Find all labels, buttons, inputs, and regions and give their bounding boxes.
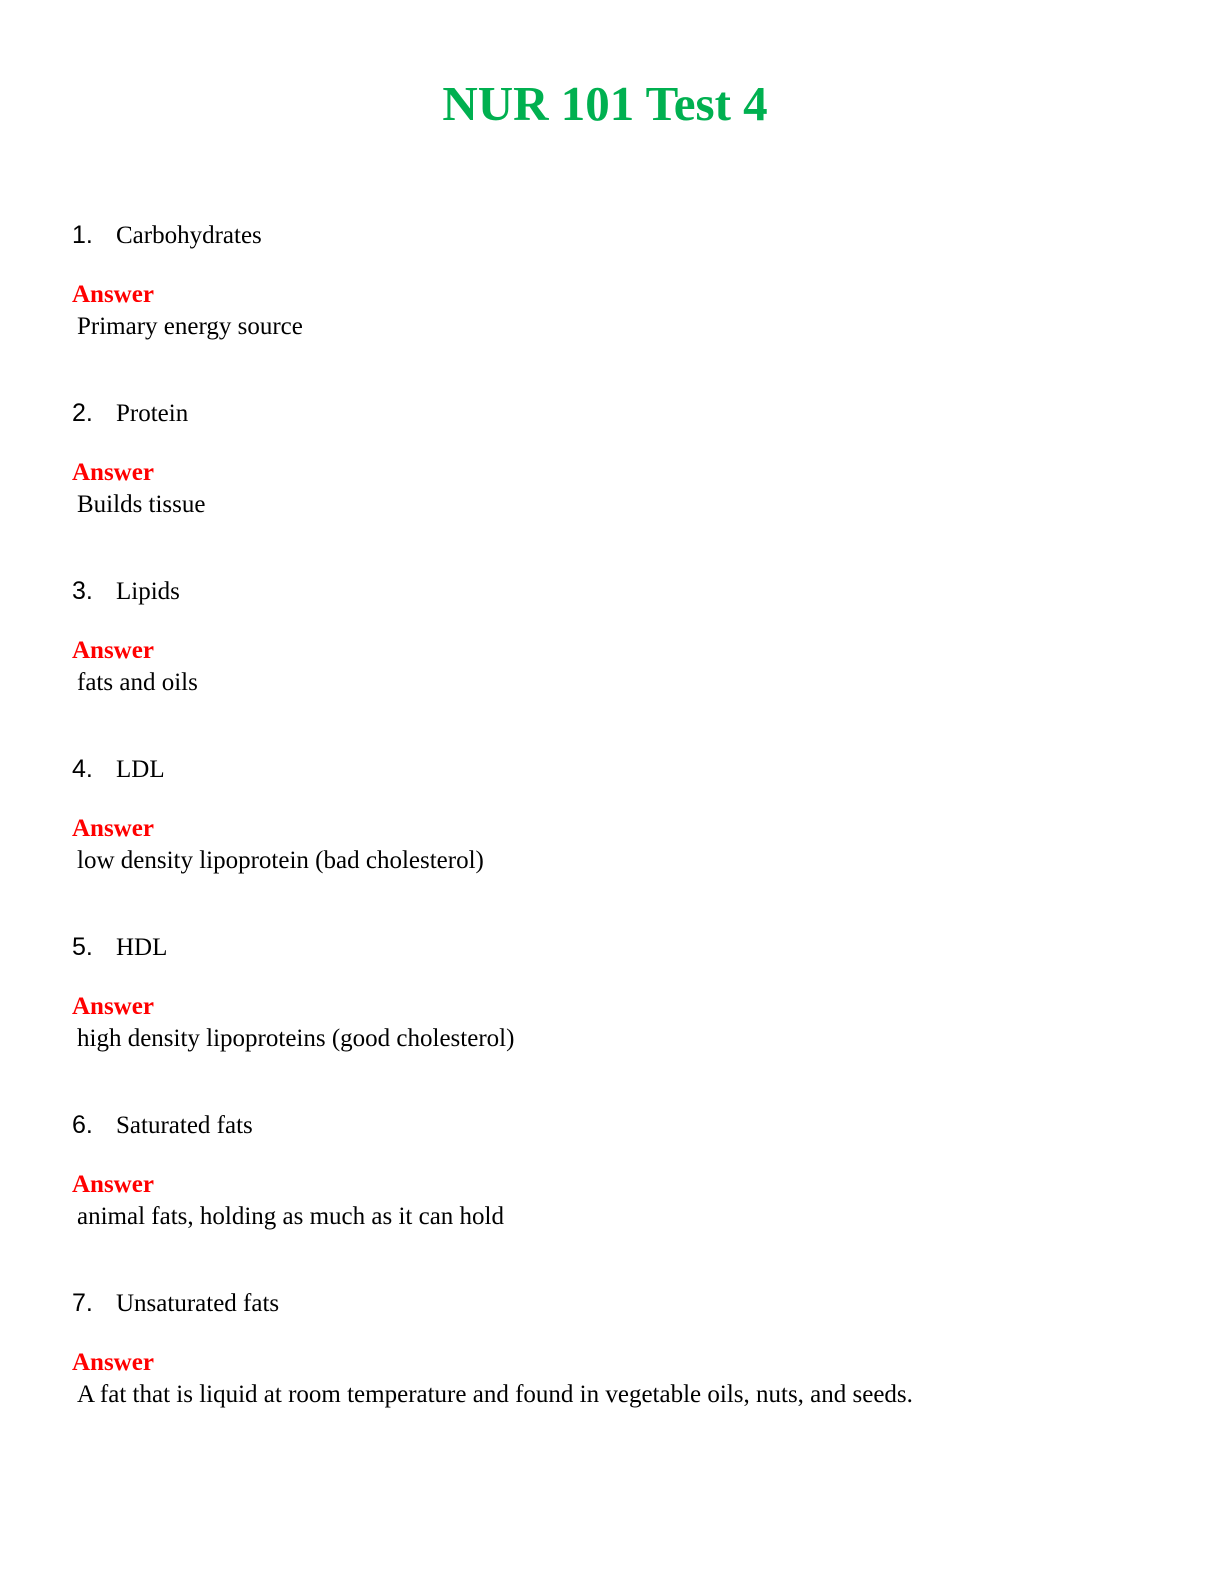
question-term: Protein [116,400,189,427]
question-number: 4. [72,755,93,783]
question-item [72,1107,1172,1277]
answer-text: low density lipoprotein (bad cholesterol) [77,847,484,874]
page-title: NUR 101 Test 4 [442,76,768,131]
answer-text: high density lipoproteins (good cholesterol) [77,1025,515,1052]
question-line [72,217,262,253]
question-term: Saturated fats [116,1112,253,1139]
question-number: 2. [72,399,93,427]
answer-label: Answer [72,637,154,664]
question-number: 3. [72,577,93,605]
question-number: 5. [72,933,93,961]
answer-label: Answer [72,459,154,486]
question-line [72,573,180,609]
answer-label: Answer [72,815,154,842]
answer-text: animal fats, holding as much as it can hold [77,1203,504,1230]
answer-label: Answer [72,281,154,308]
question-line [72,395,188,431]
question-number: 6. [72,1111,93,1139]
answer-label: Answer [72,1171,154,1198]
question-number: 1. [72,221,93,249]
answer-text: Primary energy source [77,313,303,340]
question-line [72,1107,253,1143]
question-item [72,395,1172,565]
question-term: Unsaturated fats [116,1290,280,1317]
question-number: 7. [72,1289,93,1317]
question-item [72,751,1172,921]
answer-label: Answer [72,1349,154,1376]
answer-text: Builds tissue [77,491,206,518]
question-term: Lipids [116,578,180,605]
question-term: Carbohydrates [116,222,262,249]
question-term: HDL [116,934,168,961]
question-term: LDL [116,756,165,783]
question-item [72,217,1172,387]
question-line [72,1285,279,1321]
answer-text: fats and oils [77,669,198,696]
question-item [72,573,1172,743]
question-item [72,929,1172,1099]
question-line [72,929,167,965]
question-item [72,1285,1172,1455]
answer-text: A fat that is liquid at room temperature and found in vegetable oils, nuts, and seeds. [77,1381,913,1408]
question-line [72,751,165,787]
answer-label: Answer [72,993,154,1020]
